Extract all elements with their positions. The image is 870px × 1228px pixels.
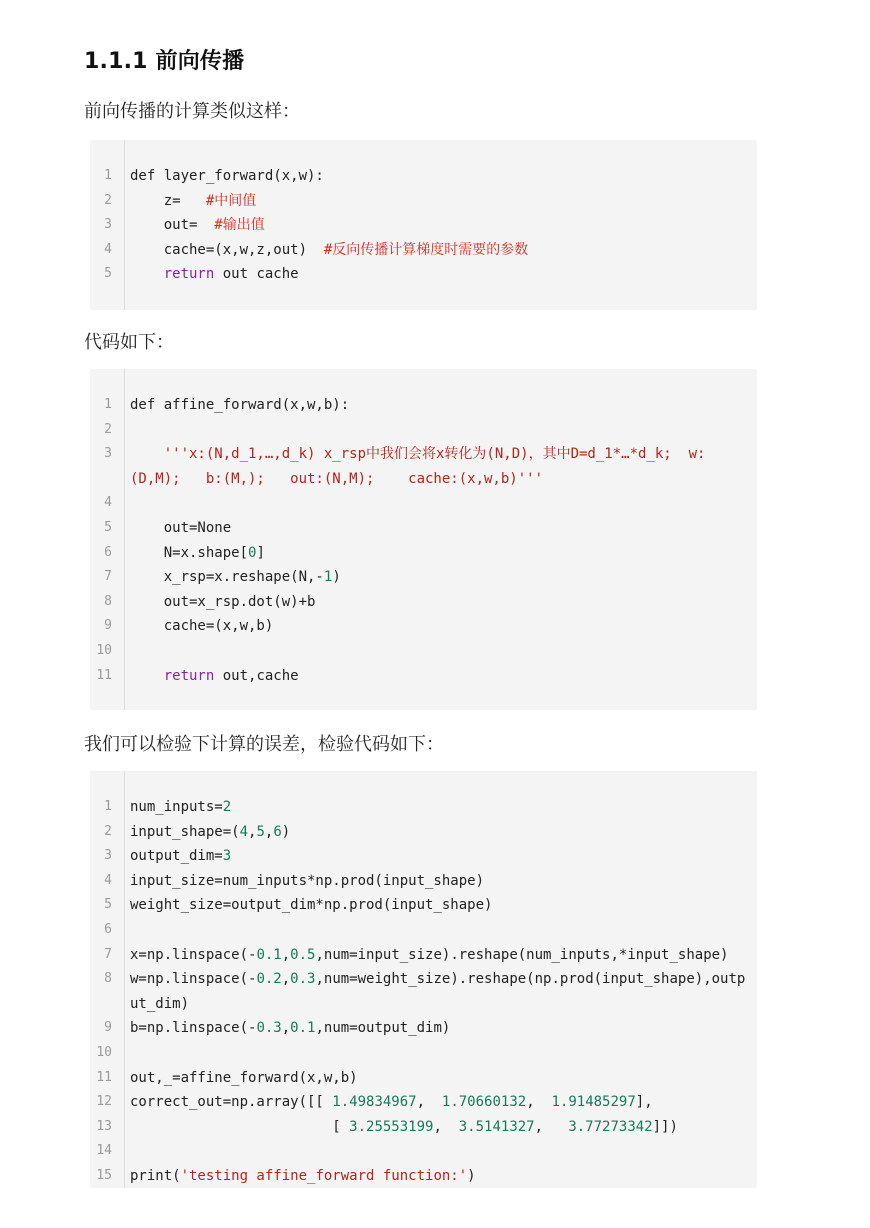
code-token: ) (281, 823, 291, 840)
line-number: 5 (104, 520, 112, 535)
line-number: 9 (104, 618, 112, 634)
line-number: 11 (96, 667, 112, 683)
code-block-gradient-check[interactable] (90, 771, 757, 1188)
code-text (130, 393, 349, 417)
code-token: 1.49834967 (332, 1094, 417, 1111)
code-token: 3.25553199 (349, 1118, 434, 1135)
code-token: 0.3 (290, 971, 316, 988)
code-text (130, 467, 543, 491)
code-text (130, 565, 341, 589)
code-token: 0.5 (290, 946, 316, 963)
code-text (130, 795, 231, 819)
code-token: N=x.shape[ (130, 544, 249, 561)
code-token: [ (130, 1118, 350, 1135)
line-number: 2 (104, 421, 112, 437)
code-text (130, 1115, 678, 1139)
code-token: , (433, 1118, 459, 1135)
code-token: ]]) (652, 1118, 678, 1135)
code-text (130, 664, 299, 688)
code-token: 3 (222, 848, 232, 865)
code-token: 0.2 (256, 971, 282, 988)
line-number: 10 (96, 643, 112, 658)
code-token: , (248, 823, 257, 840)
code-token: 1.91485297 (551, 1094, 636, 1111)
line-number: 14 (96, 1143, 112, 1159)
line-number: 9 (104, 1020, 112, 1036)
section-heading: 1.1.1 前向传播 (84, 49, 245, 74)
code-text (130, 442, 705, 466)
line-number: 15 (96, 1168, 112, 1183)
line-number: 3 (104, 446, 112, 462)
code-token: 3.77273342 (568, 1118, 653, 1135)
code-text (130, 1164, 476, 1188)
code-token: 6 (273, 823, 282, 840)
code-token: , (416, 1094, 442, 1111)
line-number: 3 (104, 217, 112, 233)
code-token: 2 (222, 799, 232, 815)
code-token: x=np.linspace(- (130, 946, 257, 963)
code-token: weight_size=output_dim*np.prod(input_shape) (130, 897, 493, 914)
code-token (130, 668, 164, 684)
code-token: out,_=affine_forward(x,w,b) (130, 1069, 358, 1086)
code-token: output_dim= (130, 848, 223, 865)
code-token: 5 (256, 823, 265, 840)
line-number: 5 (104, 897, 112, 913)
code-token: 4 (239, 823, 249, 840)
line-number: 8 (104, 971, 112, 987)
line-number: 3 (104, 848, 112, 864)
code-token: out=x_rsp.dot(w)+b (130, 593, 316, 610)
code-token: out= (130, 217, 215, 234)
code-token: 'testing affine_forward function:' (180, 1168, 468, 1184)
code-token: , (264, 823, 274, 840)
line-number: 1 (104, 397, 112, 412)
code-token: def layer_forward(x,w): (130, 168, 324, 184)
line-number: 10 (96, 1045, 112, 1060)
code-token: correct_out=np.array([[ (130, 1094, 333, 1111)
code-token: z= (130, 192, 206, 209)
code-token: 1 (323, 569, 333, 586)
code-token: input_size=num_inputs*np.prod(input_shape) (130, 872, 485, 889)
code-token: ,num=input_size).reshape(num_inputs,*input_shape) (315, 946, 729, 963)
code-text (130, 820, 290, 844)
code-token: return (163, 266, 215, 283)
code-token: ,num=output_dim) (315, 1020, 451, 1037)
code-token: out,cache (214, 667, 299, 684)
code-block-affine-forward[interactable] (90, 369, 757, 710)
code-token: ) (332, 569, 341, 586)
paragraph-code-intro: 代码如下： (84, 332, 174, 353)
line-number: 1 (104, 168, 112, 183)
code-token: 0.1 (256, 946, 282, 963)
code-text (130, 992, 189, 1016)
code-token: input_shape=( (130, 823, 240, 840)
code-text (130, 164, 324, 188)
code-text (130, 516, 231, 540)
line-number: 2 (104, 192, 112, 208)
line-number: 5 (104, 266, 112, 282)
line-number: 1 (104, 799, 112, 814)
code-text (130, 262, 299, 286)
intro-paragraph: 前向传播的计算类似这样： (84, 101, 300, 122)
line-number: 6 (104, 922, 112, 937)
code-token (130, 266, 164, 282)
line-number: 6 (104, 544, 112, 560)
code-text (130, 1066, 358, 1090)
code-text (130, 967, 745, 991)
line-number: 12 (96, 1094, 112, 1110)
line-number: 4 (104, 872, 112, 888)
code-token: ) (467, 1168, 476, 1184)
line-number: 7 (104, 946, 112, 962)
code-token: , (281, 946, 291, 963)
code-token: 0 (248, 544, 257, 561)
code-token: ,num=weight_size).reshape(np.prod(input_shape),outp (315, 971, 746, 988)
code-token: '''x:(N,d_1,…,d_k) x_rsp中我们会将x转化为(N,D)，其中D=d_1*…*d_k; w: (130, 446, 706, 463)
code-text (130, 238, 528, 262)
code-token: ut_dim) (130, 995, 190, 1012)
line-number: 4 (104, 241, 112, 257)
code-block-layer-forward[interactable] (90, 140, 757, 310)
code-token: x_rsp=x.reshape(N,- (130, 569, 324, 586)
code-token: #输出值 (214, 217, 265, 234)
line-number: 7 (104, 569, 112, 585)
line-number: 11 (96, 1069, 112, 1085)
code-text (130, 1016, 450, 1040)
code-token: ] (256, 544, 265, 561)
code-token: 3.5141327 (458, 1118, 535, 1135)
code-token: , (281, 1020, 291, 1037)
code-text (130, 943, 728, 967)
paragraph-check-intro: 我们可以检验下计算的误差，检验代码如下： (84, 734, 444, 755)
code-token: num_inputs= (130, 799, 223, 815)
code-token: out=None (130, 520, 232, 536)
code-token: return (163, 667, 215, 684)
code-token: def affine_forward(x,w,b): (130, 397, 350, 413)
line-number: 13 (96, 1118, 112, 1134)
code-token: ], (635, 1094, 653, 1111)
code-token: cache=(x,w,b) (130, 618, 274, 635)
code-token: cache=(x,w,z,out) (130, 241, 324, 258)
code-text (130, 614, 273, 638)
code-token: #中间值 (205, 192, 257, 209)
code-text (130, 213, 265, 237)
code-token: #反向传播计算梯度时需要的参数 (323, 241, 529, 258)
code-text (130, 590, 315, 614)
code-text (130, 893, 492, 917)
code-token: , (526, 1094, 552, 1111)
code-token: , (534, 1118, 569, 1135)
code-token: out cache (214, 266, 299, 283)
code-token: 1.70660132 (441, 1094, 527, 1111)
code-token: 0.3 (256, 1020, 282, 1037)
code-token: (D,M); b:(M,); out:(N,M); cache:(x,w,b)''' (130, 470, 544, 487)
code-text (130, 1090, 653, 1114)
line-number: 4 (104, 495, 112, 511)
code-token: w=np.linspace(- (130, 971, 257, 988)
code-token: , (281, 971, 291, 988)
code-text (130, 844, 231, 868)
code-token: b=np.linspace(- (130, 1020, 257, 1037)
code-text (130, 189, 256, 213)
code-text (130, 869, 484, 893)
code-token: print( (130, 1168, 181, 1184)
code-token: 0.1 (290, 1020, 316, 1037)
code-text (130, 541, 265, 565)
line-number: 2 (104, 823, 112, 839)
line-number: 8 (104, 593, 112, 609)
